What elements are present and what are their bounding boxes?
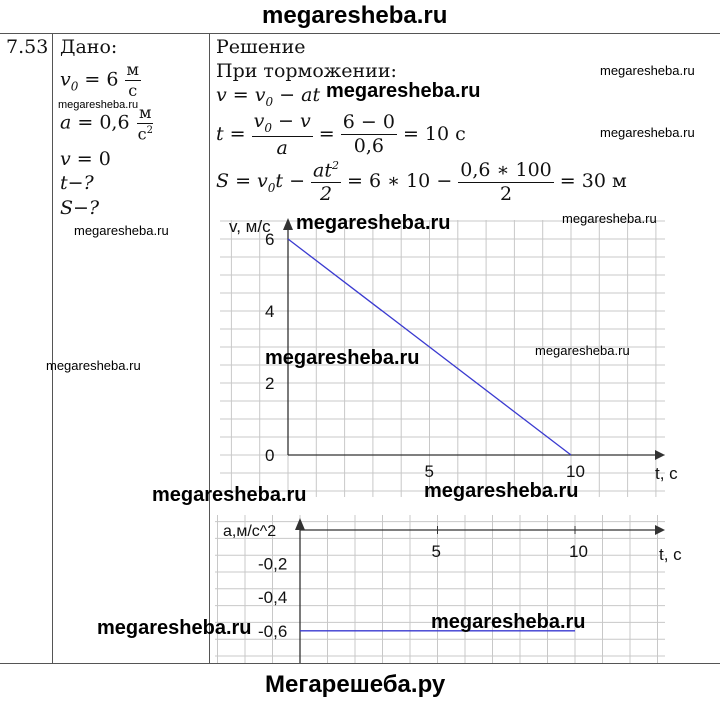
x-tick-label: 10 [569,542,588,561]
watermark: megaresheba.ru [97,617,252,639]
acceleration-chart-x-arrow [655,525,665,535]
given-t-question: t−? [60,172,94,194]
column-divider-2 [209,33,210,663]
watermark-top: megaresheba.ru [262,2,448,29]
x-tick-label: 5 [431,542,441,561]
watermark: megaresheba.ru [424,480,579,502]
x-tick-label: 5 [424,462,434,481]
watermark: megaresheba.ru [600,125,695,140]
watermark: megaresheba.ru [431,611,586,633]
x-tick-label: 10 [566,462,585,481]
velocity-chart-ylabel: v, м/с [229,217,271,236]
watermark: megaresheba.ru [58,99,139,111]
y-tick-label: 0 [265,446,275,465]
watermark: megaresheba.ru [535,343,630,358]
watermark: megaresheba.ru [562,211,657,226]
acceleration-chart-ylabel: a,м/с^2 [223,523,277,540]
problem-number: 7.53 [6,36,49,58]
y-tick-label: -0,6 [258,621,288,641]
column-divider-1 [52,33,53,663]
y-tick-label: 4 [265,302,275,321]
braking-label: При торможении: [216,60,397,82]
velocity-chart-xlabel: t, с [655,464,678,483]
watermark: megaresheba.ru [152,484,307,506]
equation-time: t = $\frac{v_0 - v}{a}$ = $\frac{6 - 0}{0,6}$ = 10 с [216,110,466,159]
given-v: v = 0 [60,148,111,170]
watermark-bottom: Мегарешеба.ру [265,671,446,698]
equation-distance: $S = v_0t$ − $\frac{at^2}{2}$ = 6 ∗ 10 − $\frac{0,6 ∗ 100}{2}$ = 30 м [216,158,627,206]
equation-velocity: $v = v_0$ − at [216,84,321,109]
acceleration-chart-xlabel: t, с [659,545,682,564]
acceleration-chart-y-arrow [295,518,305,530]
table-bottom-border [0,663,720,664]
given-label: Дано: [60,36,118,58]
given-v0: $v_0 = 6$ $\frac{м}{с}$ [60,60,139,100]
watermark: megaresheba.ru [265,347,420,369]
solution-label: Решение [216,36,306,58]
y-tick-label: 2 [265,374,275,393]
watermark: megaresheba.ru [296,212,451,234]
watermark: megaresheba.ru [46,358,141,373]
table-top-border [0,33,720,34]
y-tick-label: 6 [265,230,275,249]
watermark: megaresheba.ru [600,63,695,78]
watermark: megaresheba.ru [74,223,169,238]
velocity-chart-y-arrow [283,218,293,230]
velocity-chart-x-arrow [655,450,665,460]
given-s-question: S−? [60,197,100,219]
watermark: megaresheba.ru [326,80,481,102]
y-tick-label: -0,4 [258,588,288,608]
acceleration-chart [215,510,695,663]
y-tick-label: -0,2 [258,554,288,574]
given-a: a = 0,6 $\frac{м}{с^2}$ [60,103,153,144]
